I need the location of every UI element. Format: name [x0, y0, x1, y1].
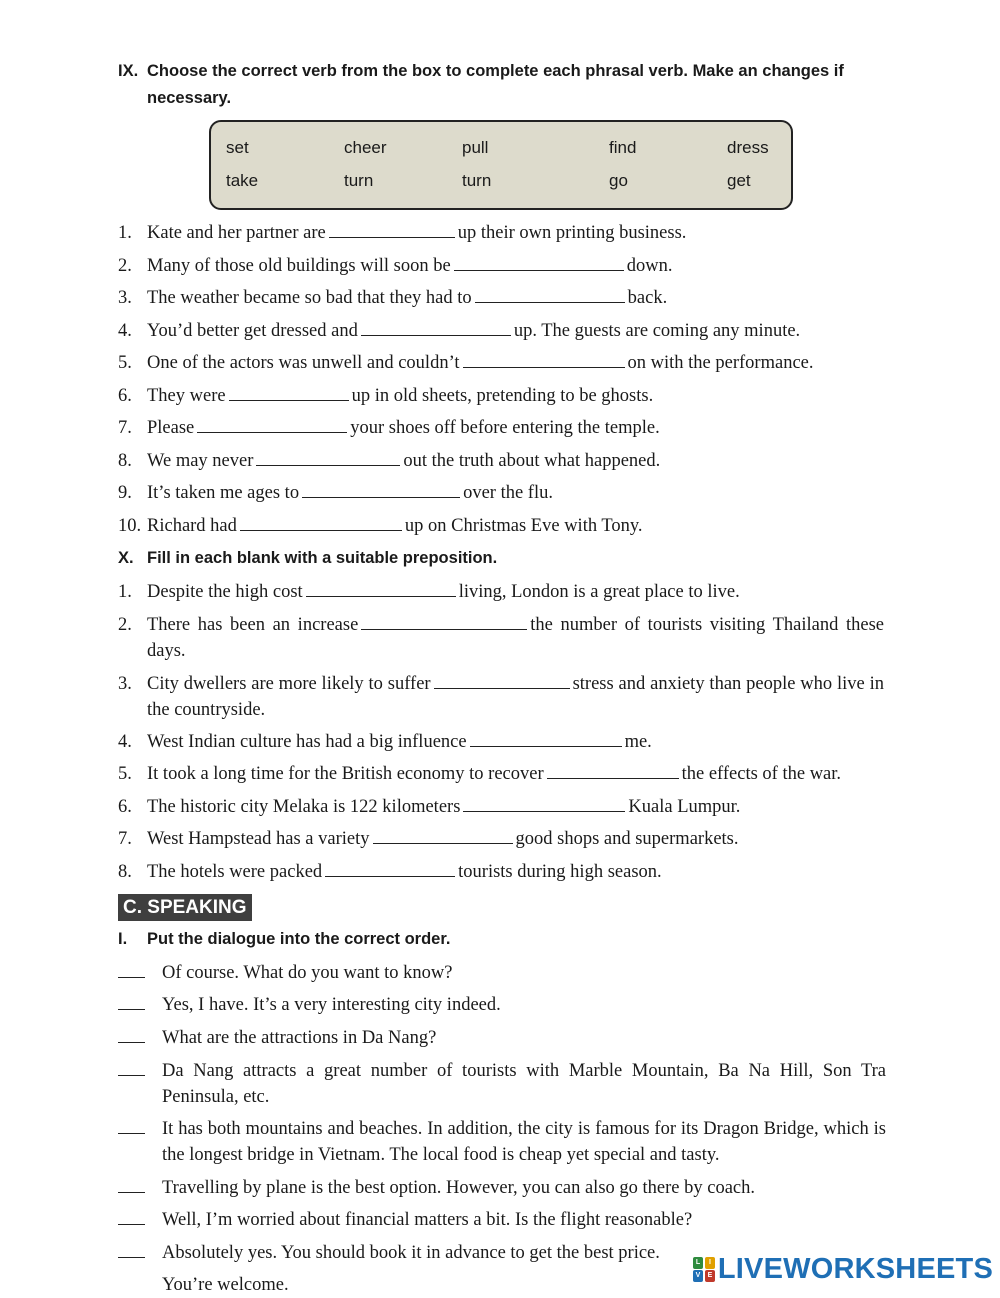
- question-text: City dwellers are more likely to suffer: [147, 674, 431, 694]
- order-blank[interactable]: [118, 1025, 145, 1043]
- question-text: stress and anxiety than people who live in the countryside.: [147, 674, 884, 720]
- order-blank[interactable]: [118, 1116, 145, 1134]
- question-text: There has been an increase: [147, 615, 359, 635]
- question-item: [118, 794, 884, 820]
- question-number: 3.: [118, 674, 132, 694]
- dialogue-text: Da Nang attracts a great number of tourists with Marble Mountain, Ba Na Hill, Son Tra Peninsula, etc.: [162, 1061, 886, 1107]
- word-box-word: dress: [727, 138, 769, 157]
- dialogue-text: Of course. What do you want to know?: [162, 963, 453, 983]
- question-number: 1.: [118, 223, 132, 243]
- question-text: the number of tourists visiting Thailand these days.: [147, 615, 884, 661]
- question-item: [118, 729, 884, 755]
- answer-blank[interactable]: [470, 729, 622, 747]
- order-blank[interactable]: [118, 1207, 145, 1225]
- liveworksheets-wordmark: LIVEWORKSHEETS: [717, 1252, 993, 1285]
- answer-blank[interactable]: [329, 220, 455, 238]
- question-text: We may never: [147, 451, 254, 471]
- question-number: 5.: [118, 353, 132, 373]
- question-text: your shoes off before entering the temple.: [350, 418, 660, 438]
- dialogue-text: What are the attractions in Da Nang?: [162, 1028, 437, 1048]
- question-item: [118, 480, 884, 506]
- order-blank[interactable]: [118, 1175, 145, 1193]
- speaking-section-title: C. SPEAKING: [118, 894, 252, 921]
- question-text: me.: [624, 732, 652, 752]
- dialogue-text: It has both mountains and beaches. In addition, the city is famous for its Dragon Bridge, which is the longest bridge in Vietnam. The local food is cheap yet special and tasty.: [162, 1119, 886, 1165]
- answer-blank[interactable]: [373, 826, 513, 844]
- question-item: [118, 253, 884, 279]
- word-box-word: find: [609, 138, 637, 157]
- answer-blank[interactable]: [434, 671, 570, 689]
- question-text: One of the actors was unwell and couldn’t: [147, 353, 460, 373]
- word-box-word: pull: [462, 138, 489, 157]
- question-number: 6.: [118, 386, 132, 406]
- dialogue-line: [118, 1207, 886, 1233]
- question-text: They were: [147, 386, 226, 406]
- section-number: X.: [118, 549, 134, 567]
- word-box-word: get: [727, 171, 751, 190]
- question-text: up on Christmas Eve with Tony.: [404, 516, 643, 536]
- question-item: [118, 383, 884, 409]
- order-blank[interactable]: [118, 1240, 145, 1258]
- question-text: West Hampstead has a variety: [147, 829, 370, 849]
- dialogue-text: Yes, I have. It’s a very interesting city indeed.: [162, 995, 501, 1015]
- question-number: 2.: [118, 256, 132, 276]
- question-text: up in old sheets, pretending to be ghosts.: [351, 386, 654, 406]
- section-instruction: Put the dialogue into the correct order.: [147, 930, 451, 948]
- section-instruction: Fill in each blank with a suitable preposition.: [147, 549, 498, 567]
- section-ix-heading: [118, 58, 892, 112]
- question-text: the effects of the war.: [681, 764, 842, 784]
- question-text: The weather became so bad that they had to: [147, 288, 472, 308]
- question-text: The historic city Melaka is 122 kilometers: [147, 797, 461, 817]
- question-item: [118, 671, 884, 723]
- question-item: [118, 513, 884, 539]
- question-text: good shops and supermarkets.: [515, 829, 739, 849]
- question-item: [118, 318, 884, 344]
- question-number: 2.: [118, 615, 132, 635]
- liveworksheets-mark-icon: L I V E: [693, 1255, 716, 1283]
- question-number: 10.: [118, 516, 142, 536]
- question-number: 4.: [118, 321, 132, 341]
- section-instruction: Choose the correct verb from the box to complete each phrasal verb. Make an changes if necessary.: [147, 62, 844, 107]
- question-item: [118, 415, 884, 441]
- dialogue-line: [118, 960, 886, 986]
- dialogue-line: [118, 1025, 886, 1051]
- question-number: 5.: [118, 764, 132, 784]
- question-item: [118, 761, 884, 787]
- question-number: 3.: [118, 288, 132, 308]
- order-blank[interactable]: [118, 1058, 145, 1076]
- question-item: [118, 612, 884, 664]
- answer-blank[interactable]: [361, 318, 511, 336]
- answer-blank[interactable]: [256, 448, 400, 466]
- question-text: out the truth about what happened.: [403, 451, 661, 471]
- question-text: tourists during high season.: [458, 862, 662, 882]
- question-text: up. The guests are coming any minute.: [513, 321, 801, 341]
- answer-blank[interactable]: [302, 480, 460, 498]
- answer-blank[interactable]: [454, 253, 624, 271]
- dialogue-text: Travelling by plane is the best option. However, you can also go there by coach.: [162, 1178, 756, 1198]
- word-box-word: set: [226, 138, 249, 157]
- question-text: You’d better get dressed and: [147, 321, 358, 341]
- question-item: [118, 285, 884, 311]
- question-text: The hotels were packed: [147, 862, 323, 882]
- word-box-word: turn: [462, 171, 492, 190]
- word-box-word: take: [226, 171, 259, 190]
- question-item: [118, 859, 884, 885]
- question-number: 4.: [118, 732, 132, 752]
- answer-blank[interactable]: [240, 513, 402, 531]
- question-item: [118, 826, 884, 852]
- question-number: 9.: [118, 483, 132, 503]
- order-blank[interactable]: [118, 992, 145, 1010]
- answer-blank[interactable]: [547, 761, 679, 779]
- question-item: [118, 448, 884, 474]
- answer-blank[interactable]: [306, 579, 456, 597]
- answer-blank[interactable]: [475, 285, 625, 303]
- question-text: Please: [147, 418, 195, 438]
- question-text: on with the performance.: [627, 353, 814, 373]
- question-number: 6.: [118, 797, 132, 817]
- answer-blank[interactable]: [325, 859, 455, 877]
- word-box-word: go: [609, 171, 628, 190]
- question-number: 7.: [118, 829, 132, 849]
- word-box-word: turn: [344, 171, 374, 190]
- dialogue-text: You’re welcome.: [162, 1275, 289, 1295]
- dialogue-line: [118, 1116, 886, 1168]
- answer-blank[interactable]: [463, 350, 625, 368]
- dialogue-line: [118, 1058, 886, 1110]
- answer-blank[interactable]: [197, 415, 347, 433]
- word-box: [209, 120, 793, 210]
- question-number: 8.: [118, 862, 132, 882]
- question-text: living, London is a great place to live.: [458, 582, 740, 602]
- dialogue-text: Well, I’m worried about financial matters a bit. Is the flight reasonable?: [162, 1210, 693, 1230]
- question-item: [118, 220, 884, 246]
- question-text: Despite the high cost: [147, 582, 303, 602]
- question-text: It’s taken me ages to: [147, 483, 300, 503]
- question-text: down.: [626, 256, 673, 276]
- dialogue-text: Absolutely yes. You should book it in advance to get the best price.: [162, 1243, 660, 1263]
- question-text: Kuala Lumpur.: [628, 797, 741, 817]
- order-blank[interactable]: [118, 960, 145, 978]
- question-text: up their own printing business.: [457, 223, 687, 243]
- question-text: back.: [627, 288, 668, 308]
- section-number: IX.: [118, 62, 139, 80]
- question-item: [118, 350, 884, 376]
- answer-blank[interactable]: [229, 383, 349, 401]
- question-number: 8.: [118, 451, 132, 471]
- question-text: West Indian culture has had a big influence: [147, 732, 467, 752]
- question-text: over the flu.: [463, 483, 553, 503]
- question-text: Richard had: [147, 516, 237, 536]
- dialogue-line: [118, 1175, 886, 1201]
- answer-blank[interactable]: [361, 612, 527, 630]
- question-text: Many of those old buildings will soon be: [147, 256, 451, 276]
- question-number: 1.: [118, 582, 132, 602]
- question-item: [118, 579, 884, 605]
- question-text: It took a long time for the British economy to recover: [147, 764, 544, 784]
- section-x-heading: [118, 545, 892, 572]
- section-number: I.: [118, 930, 128, 948]
- dialogue-line: [118, 992, 886, 1018]
- question-text: Kate and her partner are: [147, 223, 326, 243]
- speaking-heading: [118, 926, 892, 953]
- liveworksheets-logo: [693, 1252, 993, 1286]
- answer-blank[interactable]: [463, 794, 625, 812]
- question-number: 7.: [118, 418, 132, 438]
- word-box-word: cheer: [344, 138, 387, 157]
